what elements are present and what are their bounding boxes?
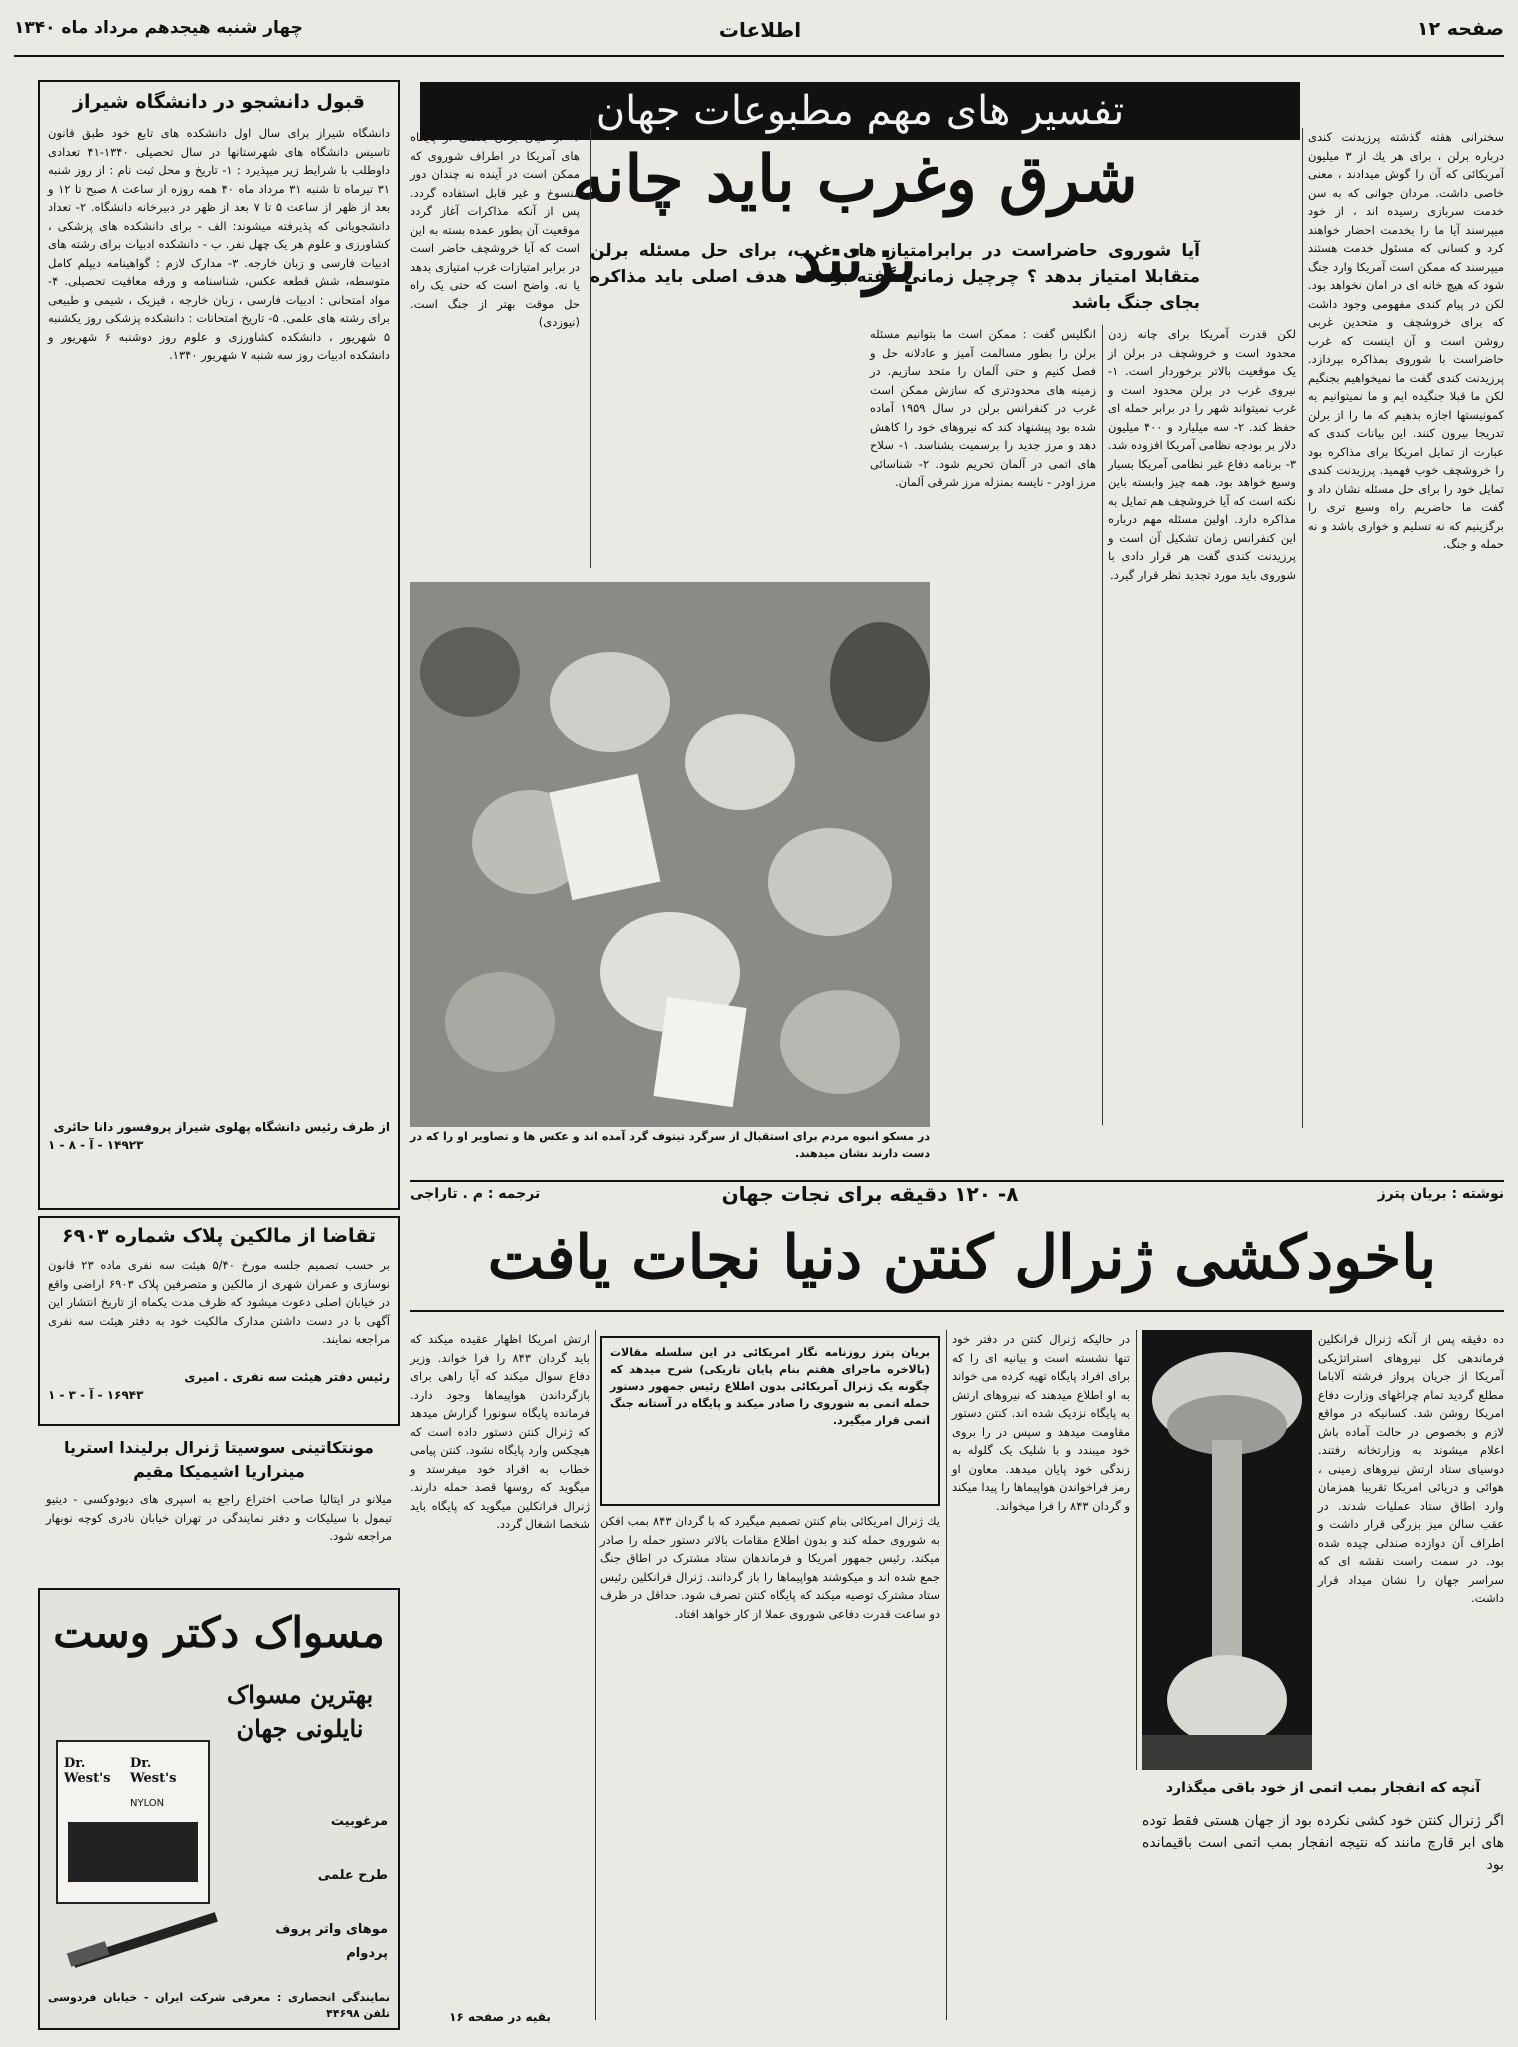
ownership-text: بر حسب تصمیم جلسه مورخ ۵/۴۰ هیئت سه نفری ماده ۲۳ قانون نوسازی و عمران شهری از مالکین و متصرفین پلاک ۶۹۰۳ اراضی واقع در خیابان اصلی دعوت میشود که ظرف مدت یکماه از تاریخ انتشار این آگهی با در دست داشتن مدارک مالکیت خود به دفتر هیئت سه نفری مراجعه نمایند.	[48, 1258, 390, 1346]
column-divider	[590, 128, 591, 568]
toothbrush-brand-label-2: Dr. West's	[130, 1756, 177, 1786]
toothbrush-icon	[60, 1905, 230, 1975]
nuclear-continued: بقیه در صفحه ۱۶	[449, 2010, 551, 2024]
press-review-col-far: ۴- از میان بردن بعضی از پایگاه های آمریکا در اطراف شوروی که ممکن است در آینده نه چندان دور منسوخ و غیر قابل استفاده گردد. پس از آنکه مذاکرات آغاز گردد موقعیت آن بطور عمده بسته به این است که آیا خروشچف حاضر است در برابر امتیازات غرب امتیازی بدهد یا نه. واضح است که حتی یک راه حل موقت بهتر از جنگ است. (نیوزدی)	[410, 130, 580, 329]
mushroom-text: اگر ژنرال کنتن خود کشی نکرده بود از جهان هستی فقط توده های ابر قارچ مانند که نتیجه انفجار بمب اتمی است باقیمانده بود	[1142, 1813, 1504, 1873]
column-divider	[1102, 325, 1103, 1125]
nuclear-col-4: ده دقیقه پس از آنکه ژنرال فرانکلین فرماندهی کل نیروهای استراتژیکی آمریکا از جریان پرواز فرشته آلاباما مطلع گردید تمام چراغهای وزارت دفاع امریکا روشن شد. کسانیکه در مواقع لازم و بخصوص در حالت آماده باش اعلام میشوند به وزارتخانه رفتند. دوسیای ستاد ارتش نیروهای زمینی ، هوائی و دریائی امریکا تقریبا همزمان وارد اطاق ستاد عملیات شدند. در عقب سالن میز بزرگی قرار داشت و اطراف آن دوازده صندلی چیده شده بود. در سمت راست نقشه ای که سراسر جهان را نشان میداد قرار داشت.	[1318, 1332, 1504, 1605]
crowd-photo-caption: در مسکو انبوه مردم برای استقبال از سرگرد تیتوف گرد آمده اند و عکس ها و تصاویر او را که در دست دارند نشان میدهند.	[410, 1130, 930, 1160]
toothbrush-ad-slogan: بهترین مسواک نایلونی جهان	[226, 1680, 374, 1743]
mushroom-cloud-photo	[1142, 1330, 1312, 1770]
mushroom-caption: آنچه که انفجار بمب اتمی از خود باقی میگذارد	[1165, 1780, 1481, 1796]
headline-rule	[410, 1310, 1504, 1312]
nuclear-col-1: یك ژنرال امریکائی بنام کنتن تصمیم میگیرد که با گردان ۸۴۳ بمب افکن به شوروی حمله کند و بدون اطلاع مقامات بالاتر دستور حمله را صادر میکند. رئیس جمهور امریکا و فرماندهان ستاد مشترک در اطاق جنگ جمع شده اند و میکوشند هواپیماها را باز گردانند. ژنرال فرانکلین رئیس ستاد مشترک توصیه میکند که پایگاه کنتن تصرف شود. حداقل در ظرف دو ساعت قدرت دفاعی شوروی عملا از کار خواهد افتاد.	[600, 1514, 940, 1621]
ownership-notice	[38, 1216, 400, 1426]
university-ref: ۱۴۹۲۳ - آ - ۸ - ۱	[48, 1138, 144, 1152]
mushroom-cloud-image	[1142, 1330, 1312, 1770]
column-divider	[1302, 128, 1303, 1128]
column-divider	[595, 1330, 596, 2020]
masthead-name: اطلاعات	[718, 18, 802, 42]
toothbrush-feature: مرغوبیت	[330, 1814, 388, 1829]
press-review-col-right: سخنرانی هفته گذشته پرزیدنت کندی درباره برلن ، برای هر یك از ۳ میلیون آمریکائی که آن را گوش میدادند ، معنی خاصی داشت. مردان جوانی که به سن خدمت سربازی رسیده اند ، از خود میپرسند آیا ما را بخدمت احضار خواهند کرد و کسانی که مسئول خدمت هستند میپرسند که ممکن است آمریکا وارد جنگ شود که هیچ خانه ای در امان نخواهد بود. لکن در پیام کندی مفهومی وجود داشت که برای خروشچف و متحدین غربی روشن است و آن اینست که غرب حاضراست با شوروی بمذاکره بپردازد. پرزیدنت کندی گفت ما نمیخواهیم بجنگیم لکن ما قبلا جنگیده ایم و ما نمیتوانیم به کمونیستها اجازه بدهیم که ما را از برلن تدریجا بیرون کنند. این بیانات کندی که عبارت از تمایل امریکا برای مذاکره بود را خروشچف خوب فهمید. پرزیدنت کندی تمایل خود را برای حل مسئله نشان داد و گفت ما حاضریم راه وسیع تری را برگزینیم که نه تسلیم و خواری باشد و نه حمله و جنگ.	[1308, 130, 1504, 551]
ownership-title: تقاضا از مالکین پلاک شماره ۶۹۰۳	[61, 1225, 376, 1247]
press-review-headline: شرق وغرب باید چانه بزنند	[572, 142, 1138, 297]
toothbrush-ad-features	[238, 1810, 388, 1966]
company-notice	[38, 1432, 400, 1582]
university-title: قبول دانشجو در دانشگاه شیراز	[73, 91, 365, 113]
crowd-photo	[410, 582, 930, 1127]
package-stripes	[68, 1822, 198, 1882]
toothbrush-feature: طرح علمی	[317, 1868, 388, 1883]
nuclear-intro-box: بریان پترز روزنامه نگار امریکائی در این سلسله مقالات (بالاخره ماجرای هفتم بنام پایان تاریکی) شرح میدهد که چگونه یک ژنرال آمریکائی بدون اطلاع رئیس جمهور دستور حمله اتمی به شوروی را صادر میکند و پایگاه در آستانه جنگ اتمی قرار میگیرد.	[600, 1336, 940, 1506]
issue-date: چهار شنبه هیجدهم مرداد ماه ۱۳۴۰	[14, 18, 303, 38]
nuclear-headline: باخودکشی ژنرال کنتن دنیا نجات یافت	[487, 1223, 1437, 1293]
toothbrush-feature: موهای واتر پروف پردوام	[275, 1922, 388, 1961]
toothbrush-brand-label: Dr. West's	[64, 1756, 111, 1786]
press-review-col-left: انگلیس گفت : ممکن است ما بتوانیم مسئله برلن را بطور مسالمت آمیز و عادلانه حل و فصل کنیم و حتی آلمان را متحد سازیم. در زمینه های محدودتری که سازش ممکن است غرب در کنفرانس برلن در سال ۱۹۵۹ آماده شده بود پیشنهاد کند که نیروهای خود را کاهش دهد و مرز جدید را برسمیت بشناسد. ۱- سلاح های اتمی در آلمان تحریم شود. ۲- شناسائی مرز اودر - نایسه بمنزله مرز شرقی آلمان.	[870, 327, 1097, 489]
page-number: صفحه ۱۲	[1416, 18, 1504, 40]
company-notice-text: میلانو در ایتالیا صاحب اختراع راجع به اسپری های دیودوکسی - دیتیو تیمول با سیلیکات و دفتر نمایندگی در تهران خیابان نادری کوچه نوبهار مراجعه شود.	[46, 1492, 392, 1543]
university-signature: از طرف رئیس دانشگاه پهلوی شیراز پروفسور دانا حائری	[53, 1120, 390, 1134]
nuclear-col-2: ارتش امریکا اظهار عقیده میکند که باید گردان ۸۴۳ را فرا خواند. وزیر دفاع سوال میکند که آیا راهی برای بازگرداندن هواپیماها وجود دارد. فرمانده پایگاه سونورا گزارش میدهد که ژنرال کنتن دستور داده است که هیچکس وارد پایگاه نشود. کنتن پیامی خطاب به افراد خود میفرستد و میگوید که روسها قصد حمله دارند. ژنرال فرانکلین میگوید که پایگاه باید شخصا اشغال گردد.	[410, 1332, 590, 1531]
press-review-col-mid: لکن قدرت آمریکا برای چانه زدن محدود است و خروشچف در برلن از یک موقعیت بالاتر برخوردار است. ۱- نیروی غرب در برلن محدود است و غرب نمیتواند شهر را در برابر حمله ای حفظ کند. ۲- سه میلیارد و ۴۰۰ میلیون دلار بر بودجه نظامی آمریکا افزوده شد. ۳- برنامه دفاع غیر نظامی آمریکا بسیار وسیع خواهد بود. همه چیز وابسته باین نکته است که آیا خروشچف هم تمایل به مذاکره دارد. اولین مسئله مهم درباره این کنفرانس زمان تشکیل آن است و پرزیدنت کندی گفت هر قرار دادی با شوروی باید مورد تجدید نظر قرار گیرد.	[1108, 327, 1297, 582]
toothbrush-ad-title: مسواک دکتر وست	[53, 1608, 385, 1657]
column-divider	[946, 1330, 947, 2020]
nuclear-series-title: ۸- ۱۲۰ دقیقه برای نجات جهان	[721, 1182, 1019, 1206]
university-text: دانشگاه شیراز برای سال اول دانشکده های تابع خود طبق قانون تاسیس دانشگاه های شهرستانها در سال تحصیلی ۱۳۴۰-۴۱ تعدادی داوطلب با شرایط زیر میپذیرد : ۱- تاریخ و محل ثبت نام : از روز شنبه ۳۱ تیرماه تا شنبه ۳۱ مرداد ماه ۴۰ همه روزه از ساعت ۸ صبح تا ۱۲ و بعد از ظهر از ساعت ۵ تا ۷ بعد از ظهر در دبیرخانه دانشگاه. ۲- تعداد دانشجویانی که پذیرفته میشوند: الف - برای دانشکده های پزشکی ، کشاورزی و علوم هر یک چهل نفر. ب - دانشکده ادبیات برای رشته های ادبیات فارسی و زبان خارجه. ۳- مدارک لازم : گواهینامه دیپلم کامل متوسطه، شش قطعه عکس، شناسنامه و ورقه معافیت تحصیلی. ۴- مواد امتحانی : ادبیات فارسی ، زبان خارجه ، فیزیک ، شیمی و طبیعی برای رشته های علمی. ۵- تاریخ امتحانات : دانشکده پزشکی روز یکشنبه ۵ شهریور ، دانشکده کشاورزی و علوم روز دوشنبه ۶ شهریور و دانشکده ادبیات روز سه شنبه ۷ شهریور ۱۳۴۰.	[48, 126, 391, 362]
press-review-col-far-2	[596, 325, 862, 565]
nuclear-translator: ترجمه : م . تاراجی	[410, 1186, 541, 1202]
press-review-subheadline: آیا شوروی حاضراست در برابرامتیاز های غرب، برای حل مسئله برلن متقابلا امتیاز بدهد ؟ چرچیل زمانی گفته بود که هدف اصلی باید مذاکره بجای جنگ باشد	[590, 241, 1200, 313]
university-notice	[38, 80, 400, 1210]
column-divider	[1136, 1330, 1137, 1770]
header-rule	[14, 55, 1504, 57]
toothbrush-ad	[38, 1588, 400, 2030]
ownership-signature: رئیس دفتر هیئت سه نفری . امیری	[184, 1370, 390, 1384]
nuclear-col-3: در حالیکه ژنرال کنتن در دفتر خود تنها نشسته است و بیانیه ای را که برای افراد پایگاه تهیه کرده می خواند به او اطلاع میدهند که نیروهای ارتش به پایگاه نزدیک شده اند. کنتن دستور مقاومت میدهد و سپس در را بروی خود میبندد و با شلیک یک گلوله به زندگی خود پایان میدهد. معاون او رمز فراخواندن هواپیماها را پیدا میکند و گردان ۸۴۳ را فرا میخواند.	[952, 1332, 1130, 1513]
toothbrush-package	[56, 1740, 210, 1904]
toothbrush-brand-sub: NYLON	[130, 1798, 165, 1809]
crowd-photo-image	[410, 582, 930, 1127]
press-review-banner: تفسیر های مهم مطبوعات جهان	[420, 82, 1300, 140]
nuclear-author: نوشته : بریان پترز	[1377, 1186, 1504, 1202]
company-notice-title: مونتکاتینی سوسیتا ژنرال برلیندا استریا مینراریا اشیمیکا مقیم	[64, 1438, 374, 1481]
toothbrush-ad-footer: نمایندگی انحصاری : معرفی شرکت ایران - خیابان فردوسی تلفن ۴۴۶۹۸	[48, 1991, 390, 2020]
press-review-col-left-lower	[940, 590, 1096, 1170]
ownership-ref: ۱۶۹۴۳ - آ - ۳ - ۱	[48, 1388, 144, 1402]
